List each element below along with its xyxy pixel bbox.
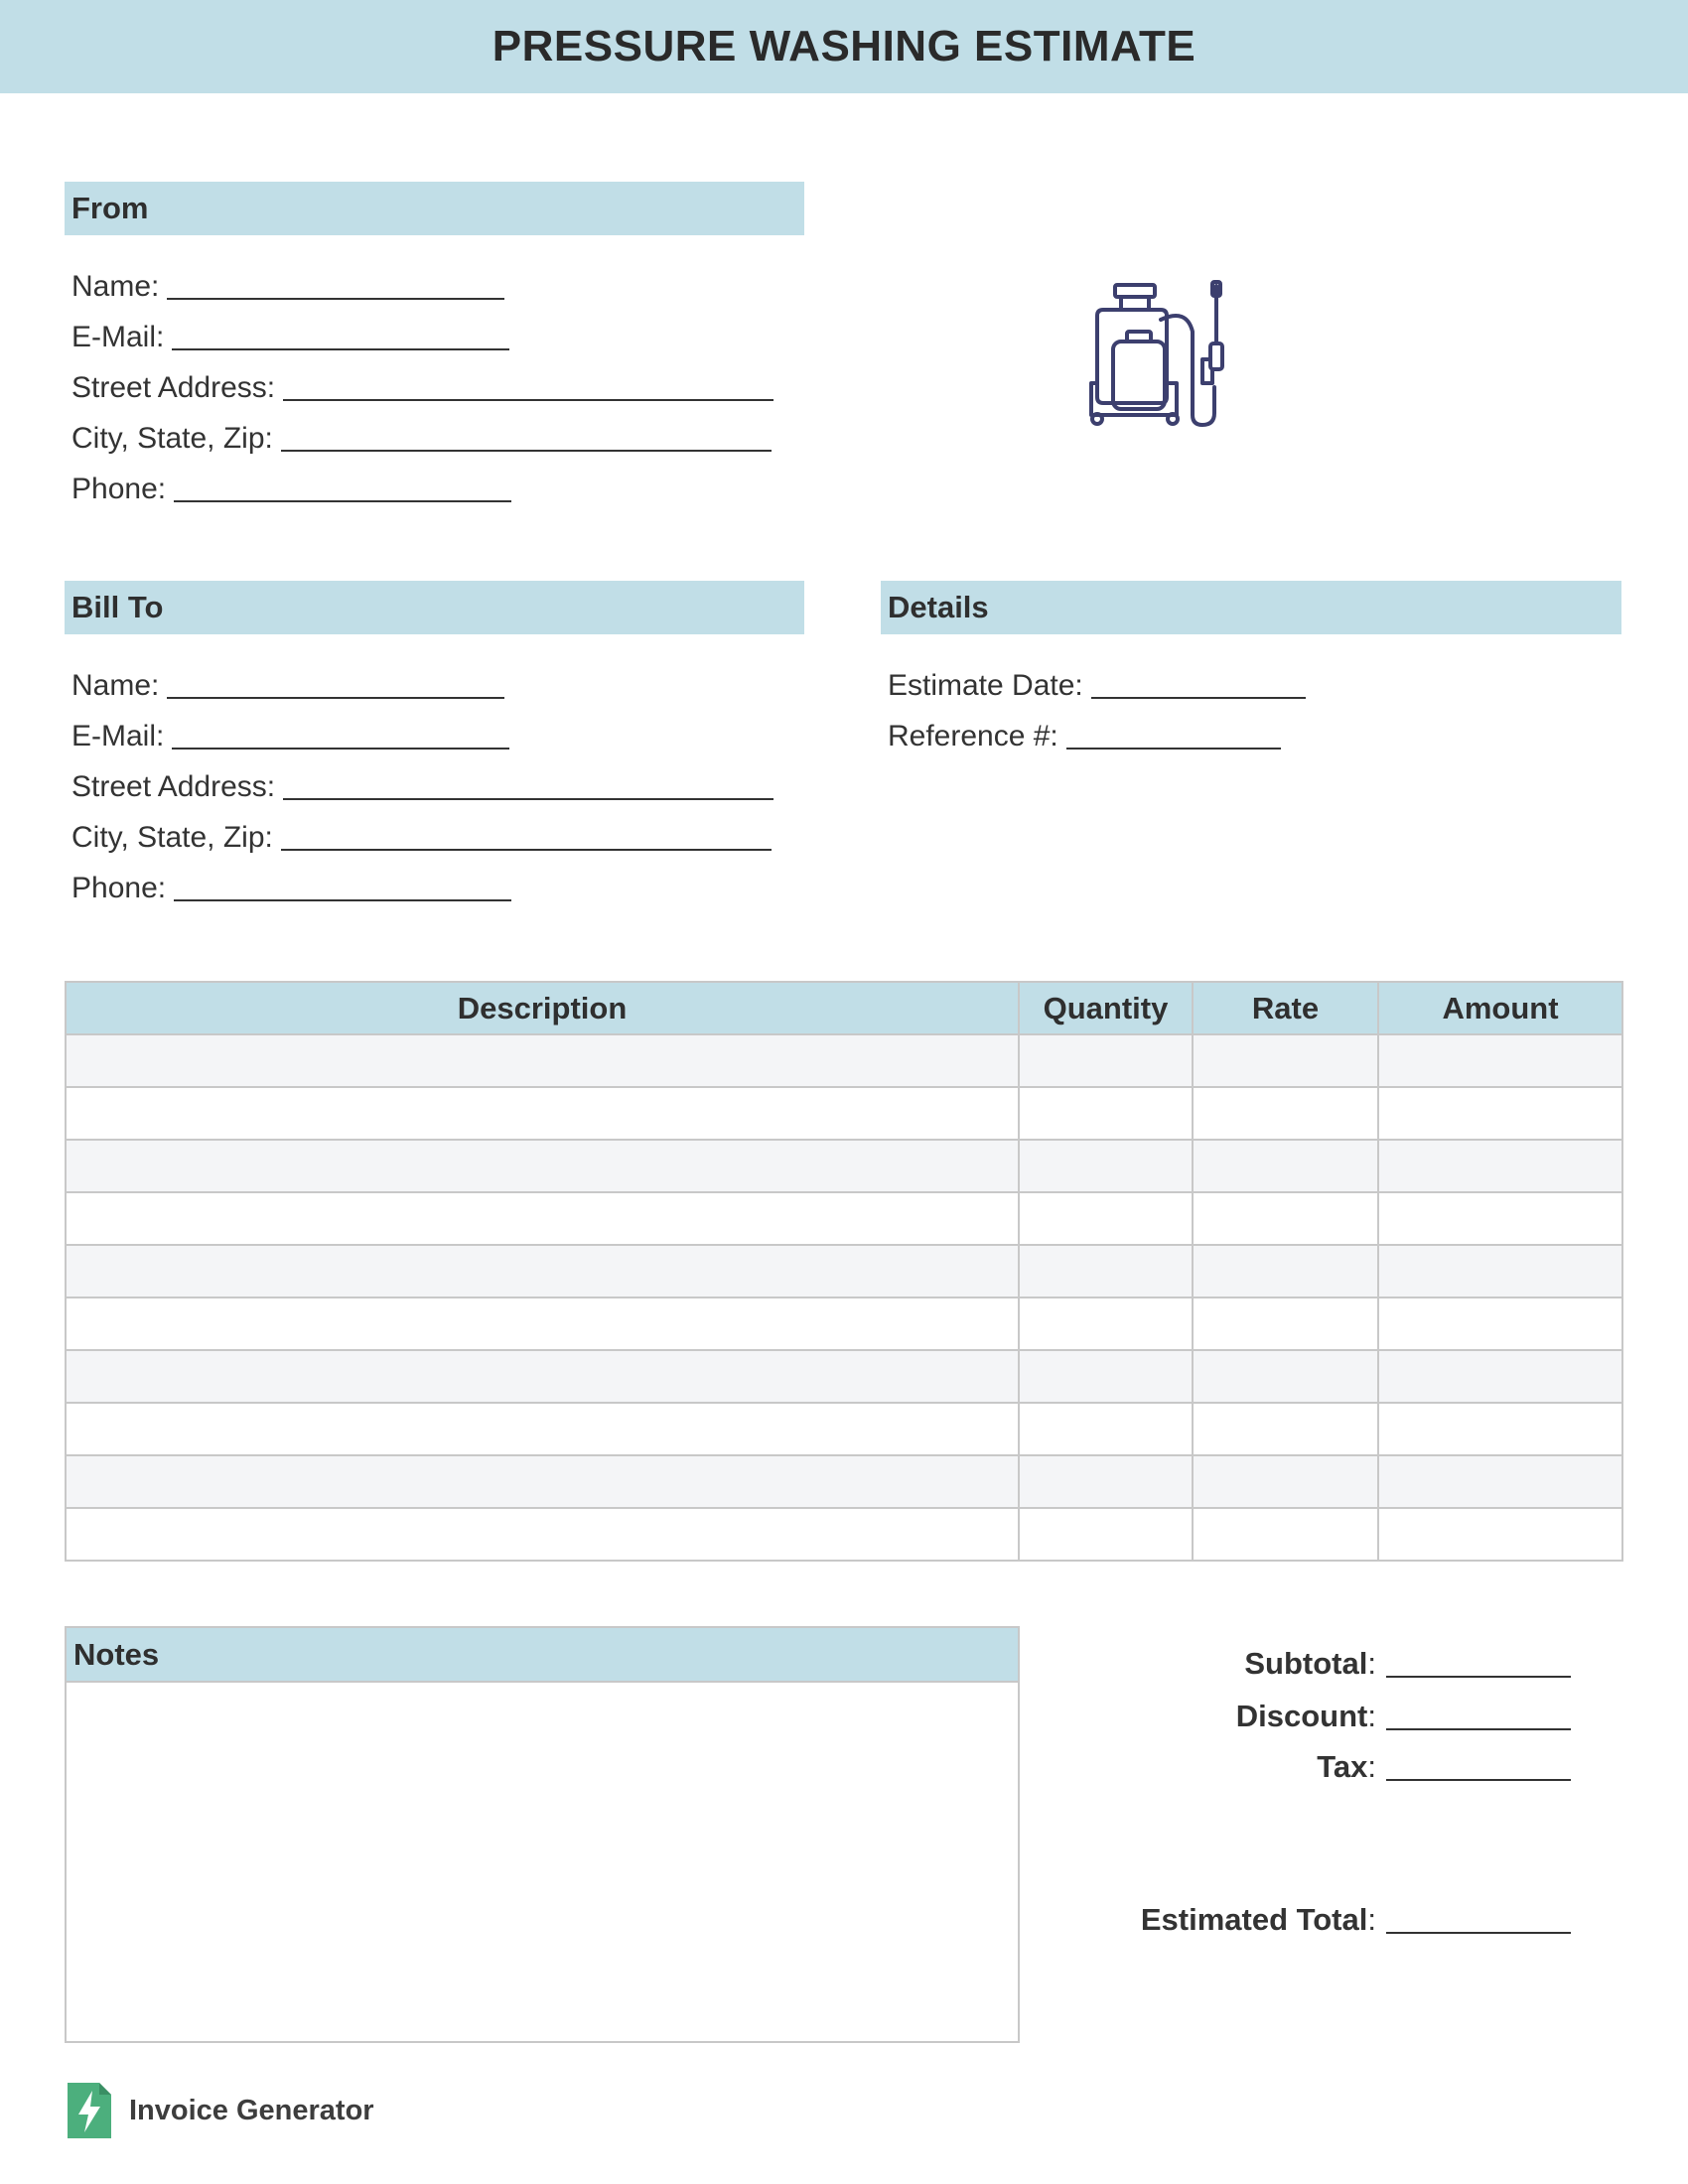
table-row [66, 1192, 1622, 1245]
from-phone-line [174, 500, 511, 502]
description-cell[interactable] [66, 1508, 1019, 1561]
brand-name: Invoice Generator [129, 2094, 374, 2126]
bill-to-phone-line [174, 899, 511, 901]
rate-cell[interactable] [1193, 1087, 1378, 1140]
reference-label: Reference #: [888, 720, 1058, 752]
rate-cell[interactable] [1193, 1455, 1378, 1508]
table-row [66, 1403, 1622, 1455]
col-rate: Rate [1193, 982, 1378, 1034]
from-email-line [172, 348, 509, 350]
page-title: PRESSURE WASHING ESTIMATE [492, 22, 1196, 70]
notes-box [65, 1626, 1020, 2043]
rate-cell[interactable] [1193, 1350, 1378, 1403]
discount-row[interactable] [1236, 1695, 1571, 1734]
discount-line [1386, 1728, 1571, 1730]
from-name-line [167, 298, 504, 300]
rate-cell[interactable] [1193, 1403, 1378, 1455]
subtotal-label: Subtotal [1244, 1646, 1368, 1681]
bill-to-city-field[interactable] [71, 815, 772, 855]
tax-label: Tax [1317, 1749, 1368, 1784]
amount-cell[interactable] [1378, 1245, 1622, 1297]
quantity-cell[interactable] [1019, 1508, 1193, 1561]
quantity-cell[interactable] [1019, 1403, 1193, 1455]
bill-to-phone-label: Phone: [71, 872, 167, 904]
table-header-row [66, 982, 1622, 1034]
rate-cell[interactable] [1193, 1245, 1378, 1297]
col-quantity: Quantity [1019, 982, 1193, 1034]
from-street-line [283, 399, 774, 401]
from-phone-field[interactable] [71, 467, 511, 506]
bill-to-name-label: Name: [71, 669, 160, 702]
quantity-cell[interactable] [1019, 1297, 1193, 1350]
estimate-date-field[interactable] [888, 663, 1306, 703]
bill-to-street-line [283, 798, 774, 800]
table-row [66, 1034, 1622, 1087]
rate-cell[interactable] [1193, 1034, 1378, 1087]
from-name-label: Name: [71, 270, 160, 303]
reference-line [1066, 748, 1281, 750]
quantity-cell[interactable] [1019, 1350, 1193, 1403]
from-street-field[interactable] [71, 365, 774, 405]
table-row [66, 1297, 1622, 1350]
bill-to-heading: Bill To [65, 581, 804, 634]
description-cell[interactable] [66, 1192, 1019, 1245]
estimated-total-line [1386, 1932, 1571, 1934]
bill-to-city-label: City, State, Zip: [71, 821, 273, 854]
amount-cell[interactable] [1378, 1297, 1622, 1350]
estimate-date-line [1091, 697, 1306, 699]
quantity-cell[interactable] [1019, 1192, 1193, 1245]
amount-cell[interactable] [1378, 1508, 1622, 1561]
description-cell[interactable] [66, 1350, 1019, 1403]
table-row [66, 1140, 1622, 1192]
subtotal-colon: : [1367, 1646, 1376, 1681]
description-cell[interactable] [66, 1455, 1019, 1508]
bill-to-street-field[interactable] [71, 764, 774, 804]
col-amount: Amount [1378, 982, 1622, 1034]
bill-to-email-label: E-Mail: [71, 720, 165, 752]
bill-to-email-line [172, 748, 509, 750]
quantity-cell[interactable] [1019, 1087, 1193, 1140]
bill-to-phone-field[interactable] [71, 866, 511, 905]
description-cell[interactable] [66, 1140, 1019, 1192]
bill-to-name-line [167, 697, 504, 699]
subtotal-line [1386, 1676, 1571, 1678]
from-heading: From [65, 182, 804, 235]
estimated-total-row[interactable] [1141, 1898, 1571, 1938]
description-cell[interactable] [66, 1087, 1019, 1140]
quantity-cell[interactable] [1019, 1034, 1193, 1087]
tax-row[interactable] [1317, 1745, 1571, 1785]
table-row [66, 1087, 1622, 1140]
rate-cell[interactable] [1193, 1140, 1378, 1192]
quantity-cell[interactable] [1019, 1455, 1193, 1508]
brand-footer [68, 2083, 374, 2138]
subtotal-row[interactable] [1244, 1642, 1571, 1682]
amount-cell[interactable] [1378, 1034, 1622, 1087]
description-cell[interactable] [66, 1403, 1019, 1455]
bill-to-name-field[interactable] [71, 663, 504, 703]
amount-cell[interactable] [1378, 1140, 1622, 1192]
description-cell[interactable] [66, 1034, 1019, 1087]
lightning-bolt-icon [68, 2083, 111, 2138]
from-city-line [281, 450, 772, 452]
estimate-date-label: Estimate Date: [888, 669, 1083, 702]
from-email-field[interactable] [71, 315, 509, 354]
from-street-label: Street Address: [71, 371, 276, 404]
items-table [65, 981, 1623, 1562]
rate-cell[interactable] [1193, 1508, 1378, 1561]
table-row [66, 1350, 1622, 1403]
description-cell[interactable] [66, 1297, 1019, 1350]
quantity-cell[interactable] [1019, 1245, 1193, 1297]
discount-label: Discount [1235, 1699, 1368, 1733]
amount-cell[interactable] [1378, 1087, 1622, 1140]
from-name-field[interactable] [71, 264, 504, 304]
amount-cell[interactable] [1378, 1455, 1622, 1508]
tax-line [1386, 1779, 1571, 1781]
notes-heading: Notes [67, 1628, 1018, 1683]
discount-colon: : [1367, 1699, 1376, 1733]
amount-cell[interactable] [1378, 1403, 1622, 1455]
bill-to-city-line [281, 849, 772, 851]
quantity-cell[interactable] [1019, 1140, 1193, 1192]
amount-cell[interactable] [1378, 1192, 1622, 1245]
from-email-label: E-Mail: [71, 321, 165, 353]
estimated-total-label: Estimated Total [1140, 1902, 1368, 1937]
title-bar [0, 0, 1688, 93]
from-city-label: City, State, Zip: [71, 422, 273, 455]
notes-text-area[interactable] [67, 1683, 1018, 2038]
details-heading: Details [881, 581, 1621, 634]
description-cell[interactable] [66, 1245, 1019, 1297]
pressure-washer-icon [1077, 280, 1236, 439]
rate-cell[interactable] [1193, 1192, 1378, 1245]
bill-to-email-field[interactable] [71, 714, 509, 753]
amount-cell[interactable] [1378, 1350, 1622, 1403]
from-phone-label: Phone: [71, 473, 167, 505]
table-row [66, 1508, 1622, 1561]
table-row [66, 1245, 1622, 1297]
tax-colon: : [1367, 1749, 1376, 1784]
estimated-total-colon: : [1367, 1902, 1376, 1937]
table-row [66, 1455, 1622, 1508]
reference-field[interactable] [888, 714, 1281, 753]
col-description: Description [66, 982, 1019, 1034]
rate-cell[interactable] [1193, 1297, 1378, 1350]
from-city-field[interactable] [71, 416, 772, 456]
bill-to-street-label: Street Address: [71, 770, 276, 803]
